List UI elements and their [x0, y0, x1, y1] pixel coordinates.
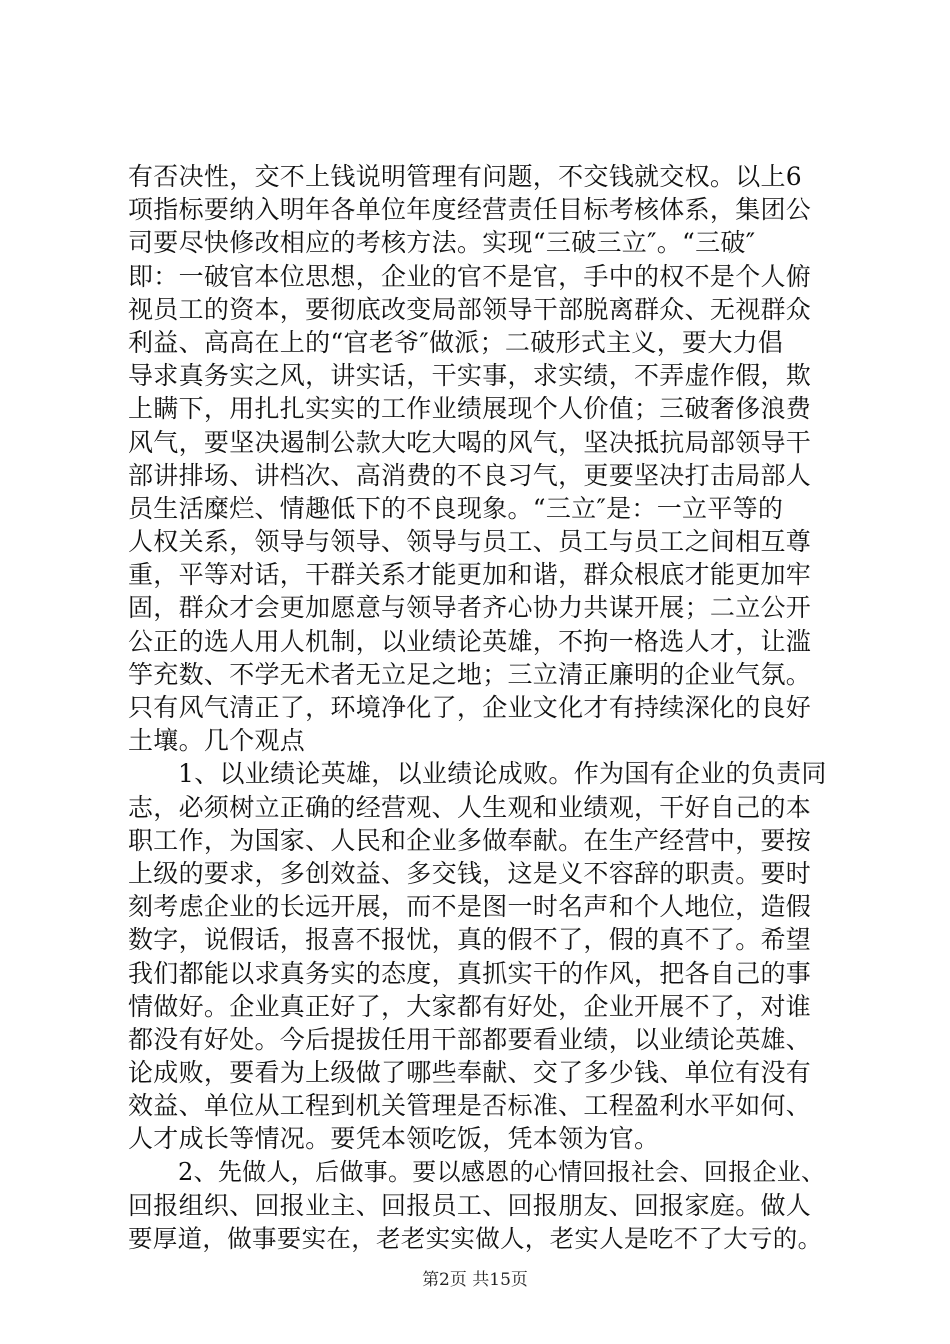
text-line: 风气，要坚决遏制公款大吃大喝的风气，坚决抵抗局部领导干 — [128, 427, 812, 457]
text-line: 利益、高高在上的“官老爷″做派；二破形式主义，要大力倡 — [128, 327, 784, 357]
text-line: 固，群众才会更加愿意与领导者齐心协力共谋开展；二立公开 — [128, 593, 812, 623]
text-line: 数字，说假话，报喜不报忧，真的假不了，假的真不了。希望 — [128, 925, 812, 955]
text-line: 上瞒下，用扎扎实实的工作业绩展现个人价值；三破奢侈浪费 — [128, 394, 812, 424]
text-line: 部讲排场、讲档次、高消费的不良习气，更要坚决打击局部人 — [128, 460, 812, 490]
text-line: 上级的要求，多创效益、多交钱，这是义不容辞的职责。要时 — [128, 858, 812, 888]
text-line: 效益、单位从工程到机关管理是否标准、工程盈利水平如何、 — [128, 1091, 812, 1121]
text-line: 职工作，为国家、人民和企业多做奉献。在生产经营中，要按 — [128, 825, 812, 855]
text-line: 项指标要纳入明年各单位年度经营责任目标考核体系，集团公 — [128, 195, 812, 225]
text-line: 即：一破官本位思想，企业的官不是官，手中的权不是个人俯 — [128, 261, 812, 291]
text-line: 情做好。企业真正好了，大家都有好处，企业开展不了，对谁 — [128, 991, 812, 1021]
text-line: 都没有好处。今后提拔任用干部都要看业绩，以业绩论英雄、 — [128, 1024, 812, 1054]
text-line: 要厚道，做事要实在，老老实实做人，老实人是吃不了大亏的。 — [128, 1224, 823, 1253]
text-line: 公正的选人用人机制，以业绩论英雄，不拘一格选人才，让滥 — [128, 626, 812, 656]
text-line: 员生活糜烂、情趣低下的不良现象。“三立″是：一立平等的 — [128, 493, 784, 523]
text-line: 只有风气清正了，环境净化了，企业文化才有持续深化的良好 — [128, 693, 812, 722]
text-line: 视员工的资本，要彻底改变局部领导干部脱离群众、无视群众 — [128, 294, 812, 324]
text-line: 竽充数、不学无术者无立足之地；三立清正廉明的企业气氛。 — [128, 659, 812, 689]
paragraph-start-line: 1、以业绩论英雄，以业绩论成败。作为国有企业的负责同 — [178, 759, 827, 789]
text-line: 志，必须树立正确的经营观、人生观和业绩观，干好自己的本 — [128, 792, 812, 822]
paragraph-start-line: 2、先做人，后做事。要以感恩的心情回报社会、回报企业、 — [178, 1157, 826, 1186]
text-line: 导求真务实之风，讲实话，干实事，求实绩，不弄虚作假，欺 — [128, 361, 812, 391]
text-line: 论成败，要看为上级做了哪些奉献、交了多少钱、单位有没有 — [128, 1058, 812, 1088]
page-number-footer: 第2页 共15页 — [422, 1270, 528, 1290]
text-line: 人权关系，领导与领导、领导与员工、员工与员工之间相互尊 — [128, 527, 812, 557]
text-line: 有否决性，交不上钱说明管理有问题，不交钱就交权。以上6 — [128, 162, 803, 191]
text-line: 回报组织、回报业主、回报员工、回报朋友、回报家庭。做人 — [128, 1190, 812, 1220]
text-line: 司要尽快修改相应的考核方法。实现“三破三立″。“三破″ — [128, 228, 756, 258]
text-line: 人才成长等情况。要凭本领吃饭，凭本领为官。 — [128, 1124, 660, 1154]
document-body — [128, 160, 828, 1255]
text-line: 我们都能以求真务实的态度，真抓实干的作风，把各自己的事 — [128, 958, 812, 988]
text-line: 刻考虑企业的长远开展，而不是图一时名声和个人地位，造假 — [128, 892, 812, 922]
text-line: 重，平等对话，干群关系才能更加和谐，群众根底才能更加牢 — [128, 560, 812, 590]
text-line: 土壤。几个观点 — [128, 726, 306, 756]
